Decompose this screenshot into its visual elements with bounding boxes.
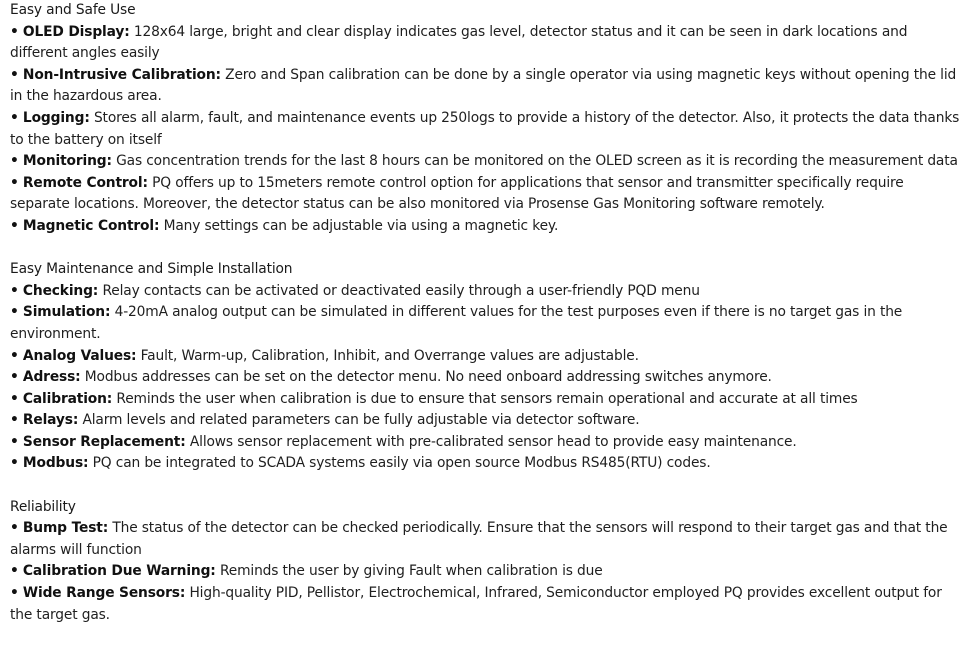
item-label: Wide Range Sensors: — [22, 585, 186, 602]
item-text: Relay contacts can be activated or deactivated easily through a user-friendly PQD menu — [102, 282, 700, 299]
list-item-relays — [10, 410, 962, 432]
bullet: • — [10, 412, 19, 429]
list-item-checking — [10, 281, 962, 303]
item-text: High-quality PID, Pellistor, Electrochemical, Infrared, Semiconductor employed PQ provides excellent output for the target gas. — [10, 585, 942, 623]
item-label: Monitoring: — [22, 153, 112, 170]
item-text: Modbus addresses can be set on the detector menu. No need onboard addressing switches anymore. — [84, 369, 772, 386]
item-text: Many settings can be adjustable via using a magnetic key. — [163, 217, 559, 234]
bullet: • — [10, 520, 19, 537]
item-label: Adress: — [22, 369, 81, 386]
item-label: Analog Values: — [22, 347, 137, 364]
item-text: The status of the detector can be checked periodically. Ensure that the sensors will respond to their target gas and that the alarms will function — [10, 520, 948, 558]
item-label: Modbus: — [22, 455, 89, 472]
item-text: Fault, Warm-up, Calibration, Inhibit, and Overrange values are adjustable. — [140, 347, 639, 364]
list-item-non-intrusive-calibration — [10, 65, 962, 108]
section-title: Easy and Safe Use — [10, 2, 136, 18]
item-text: Alarm levels and related parameters can be fully adjustable via detector software. — [82, 412, 640, 429]
bullet: • — [10, 174, 19, 191]
section-easy-maintenance — [10, 259, 962, 475]
item-text: Reminds the user by giving Fault when calibration is due — [219, 563, 603, 580]
list-item-adress — [10, 367, 962, 389]
item-text: Gas concentration trends for the last 8 hours can be monitored on the OLED screen as it is recording the measurement data — [116, 153, 958, 170]
bullet: • — [10, 369, 19, 386]
item-label: Relays: — [22, 412, 79, 429]
list-item-bump-test — [10, 518, 962, 561]
bullet: • — [10, 282, 19, 299]
item-label: OLED Display: — [22, 23, 130, 40]
item-label: Sensor Replacement: — [22, 433, 186, 450]
item-label: Calibration: — [22, 390, 113, 407]
list-item-logging — [10, 108, 962, 151]
list-item-simulation — [10, 302, 962, 345]
list-item-sensor-replacement — [10, 432, 962, 454]
item-label: Magnetic Control: — [22, 217, 160, 234]
bullet: • — [10, 347, 19, 364]
list-item-remote-control — [10, 173, 962, 216]
section-easy-and-safe-use — [10, 0, 962, 238]
bullet: • — [10, 304, 19, 321]
item-text: Reminds the user when calibration is due to ensure that sensors remain operational and accurate at all times — [116, 390, 858, 407]
item-label: Logging: — [22, 109, 90, 126]
item-label: Non-Intrusive Calibration: — [22, 66, 221, 83]
item-label: Bump Test: — [22, 520, 109, 537]
item-label: Checking: — [22, 282, 99, 299]
item-text: 4-20mA analog output can be simulated in different values for the test purposes even if there is no target gas in the environment. — [10, 304, 903, 342]
bullet: • — [10, 390, 19, 407]
bullet: • — [10, 66, 19, 83]
section-spacer — [10, 475, 962, 497]
bullet: • — [10, 109, 19, 126]
item-text: PQ offers up to 15meters remote control option for applications that sensor and transmitter specifically require separate locations. Moreover, the detector status can be also monitored via Prosense Gas Monitoring software remotely. — [10, 174, 904, 213]
list-item-calibration-due-warning — [10, 561, 962, 583]
section-title: Reliability — [10, 498, 76, 515]
item-text: PQ can be integrated to SCADA systems easily via open source Modbus RS485(RTU) codes. — [92, 455, 711, 472]
list-item-modbus — [10, 453, 962, 475]
bullet: • — [10, 217, 19, 234]
item-text: 128x64 large, bright and clear display indicates gas level, detector status and it can be seen in dark locations and different angles easily — [10, 23, 908, 62]
list-item-analog-values — [10, 346, 962, 368]
item-text: Stores all alarm, fault, and maintenance events up 250logs to provide a history of the detector. Also, it protects the data thanks to the battery on itself — [10, 109, 960, 148]
item-label: Remote Control: — [22, 174, 148, 191]
list-item-monitoring — [10, 151, 962, 173]
item-text: Allows sensor replacement with pre-calibrated sensor head to provide easy maintenance. — [189, 433, 797, 450]
item-text: Zero and Span calibration can be done by a single operator via using magnetic keys without opening the lid in the hazardous area. — [10, 66, 957, 105]
list-item-calibration — [10, 389, 962, 411]
bullet: • — [10, 563, 19, 580]
item-label: Calibration Due Warning: — [22, 563, 216, 580]
list-item-oled-display — [10, 22, 962, 65]
bullet: • — [10, 23, 19, 40]
bullet: • — [10, 153, 19, 170]
bullet: • — [10, 433, 19, 450]
list-item-magnetic-control — [10, 216, 962, 238]
section-spacer — [10, 238, 962, 260]
section-title: Easy Maintenance and Simple Installation — [10, 261, 293, 278]
section-reliability — [10, 497, 962, 627]
list-item-wide-range-sensors — [10, 583, 962, 626]
item-label: Simulation: — [22, 304, 111, 321]
bullet: • — [10, 455, 19, 472]
bullet: • — [10, 585, 19, 602]
